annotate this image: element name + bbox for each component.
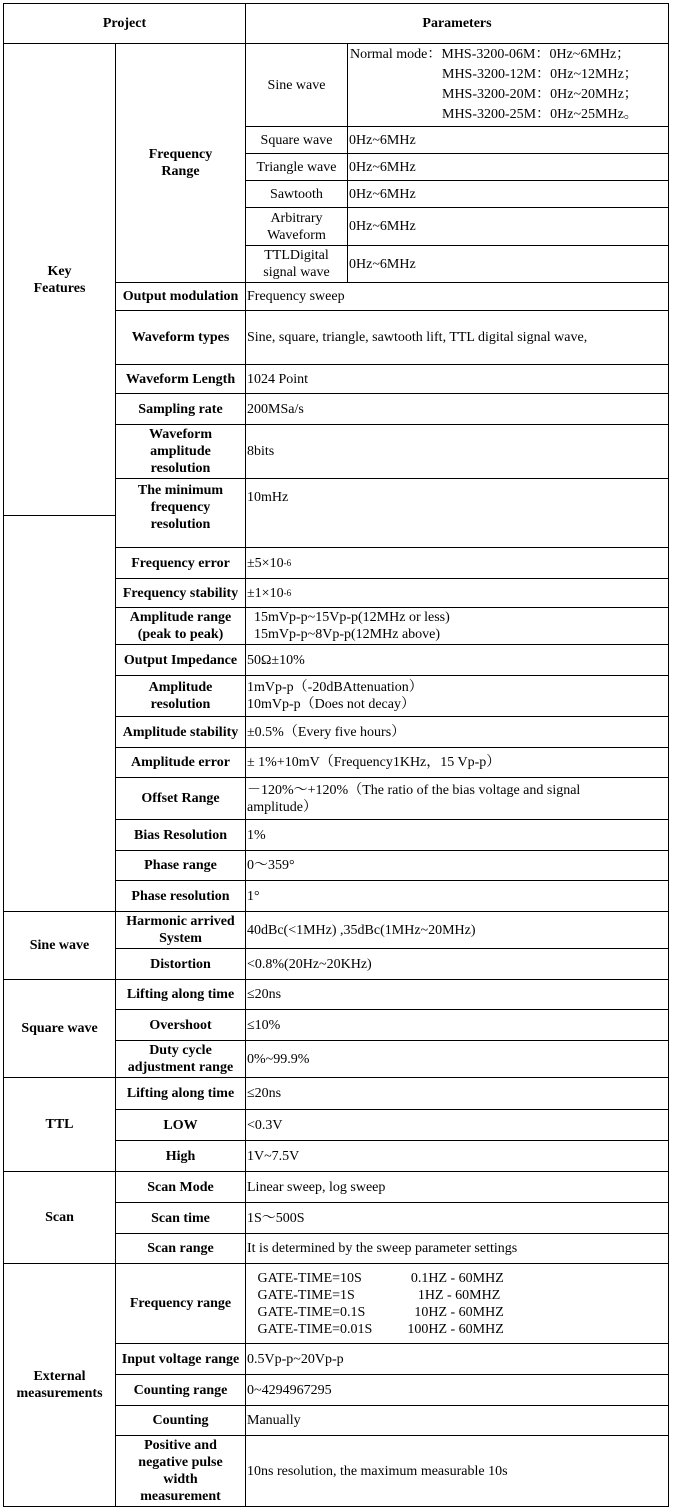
category-external-measurements: External measurements <box>3 1263 116 1507</box>
phase-range-label: Phase range <box>115 850 246 881</box>
scan-time-value: 1S～500S <box>245 1202 669 1234</box>
ttl-high-label: High <box>115 1140 246 1172</box>
distortion-value: <0.8%(20Hz~20KHz) <box>245 948 669 980</box>
min-frequency-label-cont: resolution <box>115 515 246 548</box>
pulse-width-label: Positive and negative pulse width measurement <box>115 1435 246 1507</box>
scan-range-label: Scan range <box>115 1233 246 1264</box>
phase-resolution-value: 1° <box>245 880 669 912</box>
frequency-stability-base: ±1×10 <box>247 585 284 601</box>
triangle-wave-range-value: 0Hz~6MHz <box>347 153 669 181</box>
amplitude-range-value: 15mVp-p~15Vp-p(12MHz or less) 15mVp-p~8Vp-p(12MHz above) <box>245 607 669 645</box>
phase-range-value: 0～359° <box>245 850 669 881</box>
overshoot-value: ≤10% <box>245 1009 669 1041</box>
min-frequency-value: 10mHz <box>245 478 669 516</box>
amplitude-error-value: ± 1%+10mV（Frequency1KHz，15 Vp-p） <box>245 747 669 778</box>
frequency-range-label: Frequency Range <box>115 43 246 283</box>
counting-label: Counting <box>115 1405 246 1436</box>
amplitude-stability-label: Amplitude stability <box>115 716 246 748</box>
sampling-rate-value: 200MSa/s <box>245 393 669 425</box>
duty-cycle-label: Duty cycle adjustment range <box>115 1040 246 1078</box>
scan-range-value: It is determined by the sweep parameter settings <box>245 1233 669 1264</box>
frequency-error-label: Frequency error <box>115 547 246 579</box>
frequency-stability-value: ±1×10 -6 <box>245 578 669 608</box>
output-modulation-label: Output modulation <box>115 282 246 311</box>
harmonic-value: 40dBc(<1MHz) ,35dBc(1MHz~20MHz) <box>245 911 669 949</box>
sine-line-1: Normal mode：MHS-3200-06M：0Hz~6MHz； <box>350 47 631 62</box>
ext-frequency-range-value: GATE-TIME=10S 0.1HZ - 60MHZ GATE-TIME=1S 1HZ - 60MHZ GATE-TIME=0.1S 10HZ - 60MHZ GATE-TIME=0.01S 100HZ - 60MHZ <box>245 1263 669 1344</box>
bias-resolution-value: 1% <box>245 819 669 851</box>
waveform-length-label: Waveform Length <box>115 364 246 394</box>
min-frequency-label: The minimum frequency <box>115 478 246 516</box>
scan-time-label: Scan time <box>115 1202 246 1234</box>
sawtooth-sublabel: Sawtooth <box>245 180 348 208</box>
frequency-stability-label: Frequency stability <box>115 578 246 608</box>
amplitude-resolution-label: Amplitude resolution <box>115 675 246 717</box>
category-ttl: TTL <box>3 1077 116 1172</box>
sine-line-2: MHS-3200-12M：0Hz~12MHz； <box>442 67 638 82</box>
waveform-types-label: Waveform types <box>115 310 246 365</box>
sine-line-3: MHS-3200-20M：0Hz~20MHz； <box>442 87 638 102</box>
arbitrary-waveform-range-value: 0Hz~6MHz <box>347 207 669 246</box>
square-lifting-value: ≤20ns <box>245 979 669 1010</box>
sine-wave-sublabel: Sine wave <box>245 43 348 127</box>
scan-mode-label: Scan Mode <box>115 1171 246 1203</box>
min-frequency-value-cont <box>245 515 669 548</box>
category-scan: Scan <box>3 1171 116 1264</box>
counting-range-label: Counting range <box>115 1374 246 1406</box>
arbitrary-waveform-sublabel: Arbitrary Waveform <box>245 207 348 246</box>
ttl-lifting-label: Lifting along time <box>115 1077 246 1110</box>
amplitude-resolution-value: 1mVp-p（-20dBAttenuation） 10mVp-p（Does not decay） <box>245 675 669 717</box>
ttl-high-value: 1V~7.5V <box>245 1140 669 1172</box>
harmonic-label: Harmonic arrived System <box>115 911 246 949</box>
ttl-low-value: <0.3V <box>245 1109 669 1141</box>
frequency-error-base: ±5×10 <box>247 555 284 571</box>
duty-cycle-value: 0%~99.9% <box>245 1040 669 1078</box>
header-project: Project <box>3 3 246 44</box>
output-impedance-label: Output Impedance <box>115 644 246 676</box>
category-square-wave: Square wave <box>3 979 116 1078</box>
sawtooth-range-value: 0Hz~6MHz <box>347 180 669 208</box>
header-parameters: Parameters <box>245 3 669 44</box>
square-wave-range-value: 0Hz~6MHz <box>347 126 669 154</box>
ttl-digital-range-value: 0Hz~6MHz <box>347 245 669 283</box>
output-modulation-value: Frequency sweep <box>245 282 669 311</box>
sine-wave-range-value <box>347 43 669 127</box>
offset-range-value: －120%～+120%（The ratio of the bias voltage and signal amplitude） <box>245 777 669 820</box>
square-wave-sublabel: Square wave <box>245 126 348 154</box>
input-voltage-value: 0.5Vp-p~20Vp-p <box>245 1343 669 1375</box>
amplitude-error-label: Amplitude error <box>115 747 246 778</box>
sampling-rate-label: Sampling rate <box>115 393 246 425</box>
frequency-error-value: ±5×10 -6 <box>245 547 669 579</box>
amplitude-range-label: Amplitude range (peak to peak) <box>115 607 246 645</box>
sine-line-4: MHS-3200-25M：0Hz~25MHz。 <box>442 107 638 122</box>
ttl-low-label: LOW <box>115 1109 246 1141</box>
category-key-features: Key Features <box>3 43 116 516</box>
output-impedance-value: 50Ω±10% <box>245 644 669 676</box>
distortion-label: Distortion <box>115 948 246 980</box>
pulse-width-value: 10ns resolution, the maximum measurable 10s <box>245 1435 669 1507</box>
category-general-blank <box>3 515 116 912</box>
overshoot-label: Overshoot <box>115 1009 246 1041</box>
counting-value: Manually <box>245 1405 669 1436</box>
input-voltage-label: Input voltage range <box>115 1343 246 1375</box>
amplitude-bits-value: 8bits <box>245 424 669 479</box>
scan-mode-value: Linear sweep, log sweep <box>245 1171 669 1203</box>
offset-range-label: Offset Range <box>115 777 246 820</box>
ext-frequency-range-label: Frequency range <box>115 1263 246 1344</box>
ttl-digital-sublabel: TTLDigital signal wave <box>245 245 348 283</box>
phase-resolution-label: Phase resolution <box>115 880 246 912</box>
bias-resolution-label: Bias Resolution <box>115 819 246 851</box>
waveform-length-value: 1024 Point <box>245 364 669 394</box>
category-sine-wave: Sine wave <box>3 911 116 980</box>
waveform-types-value: Sine, square, triangle, sawtooth lift, TTL digital signal wave, <box>245 310 669 365</box>
counting-range-value: 0~4294967295 <box>245 1374 669 1406</box>
square-lifting-label: Lifting along time <box>115 979 246 1010</box>
amplitude-bits-label: Waveform amplitude resolution <box>115 424 246 479</box>
triangle-wave-sublabel: Triangle wave <box>245 153 348 181</box>
amplitude-stability-value: ±0.5%（Every five hours） <box>245 716 669 748</box>
ttl-lifting-value: ≤20ns <box>245 1077 669 1110</box>
